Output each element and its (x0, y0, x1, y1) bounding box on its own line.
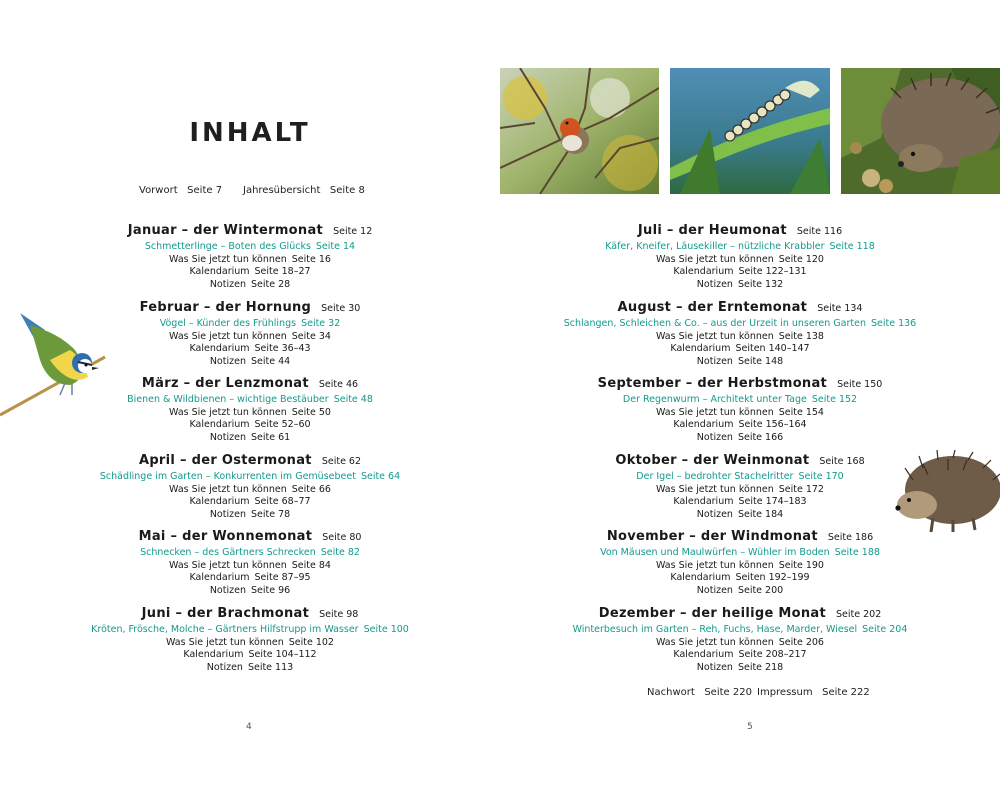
caterpillar-photo (670, 68, 830, 194)
calendar-line: Kalendarium Seite 36–43 (189, 343, 311, 355)
month-title: Mai – der Wonnemonat Seite 80 (138, 529, 362, 544)
calendar-line: Kalendarium Seiten 192–199 (670, 572, 810, 584)
todo-line: Was Sie jetzt tun können Seite 66 (169, 483, 331, 495)
todo-line: Was Sie jetzt tun können Seite 84 (169, 559, 331, 571)
notes-line: Notizen Seite 96 (209, 584, 291, 596)
month-title: September – der Herbstmonat Seite 150 (597, 376, 883, 391)
feature-link: Von Mäusen und Maulwürfen – Wühler im Boden Seite 188 (600, 547, 880, 558)
feature-link: Schnecken – des Gärtners Schrecken Seite 82 (140, 547, 360, 558)
notes-line: Notizen Seite 132 (696, 278, 784, 290)
back-matter-impressum: Impressum Seite 222 (757, 687, 870, 698)
feature-link: Schmetterlinge – Boten des Glücks Seite 14 (144, 241, 356, 252)
feature-link: Käfer, Kneifer, Läusekiller – nützliche Krabbler Seite 118 (605, 241, 875, 252)
feature-link: Bienen & Wildbienen – wichtige Bestäuber Seite 48 (127, 394, 373, 405)
calendar-line: Kalendarium Seite 87–95 (189, 572, 311, 584)
notes-line: Notizen Seite 44 (209, 355, 291, 367)
month-title: Januar – der Wintermonat Seite 12 (127, 223, 373, 238)
notes-line: Notizen Seite 218 (696, 661, 784, 673)
month-title: Februar – der Hornung Seite 30 (139, 300, 361, 315)
calendar-line: Kalendarium Seiten 140–147 (670, 343, 810, 355)
feature-link: Der Igel – bedrohter Stachelritter Seite 170 (636, 471, 844, 482)
todo-line: Was Sie jetzt tun können Seite 16 (169, 253, 331, 265)
todo-line: Was Sie jetzt tun können Seite 154 (656, 406, 824, 418)
todo-line: Was Sie jetzt tun können Seite 120 (656, 253, 824, 265)
feature-link: Der Regenwurm – Architekt unter Tage Seite 152 (622, 394, 858, 405)
feature-link: Schlangen, Schleichen & Co. – aus der Urzeit in unseren Garten Seite 136 (563, 318, 917, 329)
month-title: März – der Lenzmonat Seite 46 (141, 376, 359, 391)
calendar-line: Kalendarium Seite 174–183 (673, 496, 807, 508)
notes-line: Notizen Seite 166 (696, 431, 784, 443)
month-entry (30, 605, 470, 674)
notes-line: Notizen Seite 148 (696, 355, 784, 367)
calendar-line: Kalendarium Seite 68–77 (189, 496, 311, 508)
calendar-line: Kalendarium Seite 18–27 (189, 266, 311, 278)
month-entry (30, 299, 470, 368)
month-entry (520, 528, 960, 597)
feature-link: Vögel – Künder des Frühlings Seite 32 (159, 318, 341, 329)
calendar-line: Kalendarium Seite 122–131 (673, 266, 807, 278)
todo-line: Was Sie jetzt tun können Seite 172 (656, 483, 824, 495)
page-title: INHALT (189, 118, 311, 148)
back-matter-nachwort: Nachwort Seite 220 (647, 687, 752, 698)
calendar-line: Kalendarium Seite 208–217 (673, 649, 807, 661)
notes-line: Notizen Seite 113 (206, 661, 294, 673)
month-title: Juni – der Brachmonat Seite 98 (141, 606, 359, 621)
month-title: April – der Ostermonat Seite 62 (138, 453, 362, 468)
month-entry (520, 299, 960, 368)
feature-link: Winterbesuch im Garten – Reh, Fuchs, Hase, Marder, Wiesel Seite 204 (572, 624, 908, 635)
page-number-left: 4 (246, 722, 252, 732)
page-number-right: 5 (747, 722, 753, 732)
month-entry (520, 375, 960, 444)
month-title: Oktober – der Weinmonat Seite 168 (615, 453, 865, 468)
month-entry (30, 528, 470, 597)
front-matter-vorwort: Vorwort Seite 7 (139, 185, 223, 196)
month-entry (30, 222, 470, 291)
calendar-line: Kalendarium Seite 104–112 (183, 649, 317, 661)
feature-link: Schädlinge im Garten – Konkurrenten im Gemüsebeet Seite 64 (99, 471, 401, 482)
hedgehog-photo (841, 68, 1000, 194)
month-title: November – der Windmonat Seite 186 (606, 529, 874, 544)
month-entry (30, 452, 470, 521)
robin-photo (500, 68, 659, 194)
calendar-line: Kalendarium Seite 156–164 (673, 419, 807, 431)
front-matter-jahresuebersicht: Jahresübersicht Seite 8 (243, 185, 365, 196)
notes-line: Notizen Seite 200 (696, 584, 784, 596)
calendar-line: Kalendarium Seite 52–60 (189, 419, 311, 431)
month-title: Dezember – der heilige Monat Seite 202 (598, 606, 882, 621)
month-entry (520, 452, 960, 521)
notes-line: Notizen Seite 184 (696, 508, 784, 520)
todo-line: Was Sie jetzt tun können Seite 206 (656, 636, 824, 648)
notes-line: Notizen Seite 61 (209, 431, 291, 443)
todo-line: Was Sie jetzt tun können Seite 50 (169, 406, 331, 418)
todo-line: Was Sie jetzt tun können Seite 190 (656, 559, 824, 571)
notes-line: Notizen Seite 28 (209, 278, 291, 290)
month-title: Juli – der Heumonat Seite 116 (637, 223, 843, 238)
month-entry (520, 605, 960, 674)
todo-line: Was Sie jetzt tun können Seite 102 (166, 636, 334, 648)
month-entry (30, 375, 470, 444)
notes-line: Notizen Seite 78 (209, 508, 291, 520)
month-entry (520, 222, 960, 291)
month-title: August – der Erntemonat Seite 134 (617, 300, 863, 315)
feature-link: Kröten, Frösche, Molche – Gärtners Hilfstrupp im Wasser Seite 100 (91, 624, 409, 635)
todo-line: Was Sie jetzt tun können Seite 138 (656, 330, 824, 342)
todo-line: Was Sie jetzt tun können Seite 34 (169, 330, 331, 342)
